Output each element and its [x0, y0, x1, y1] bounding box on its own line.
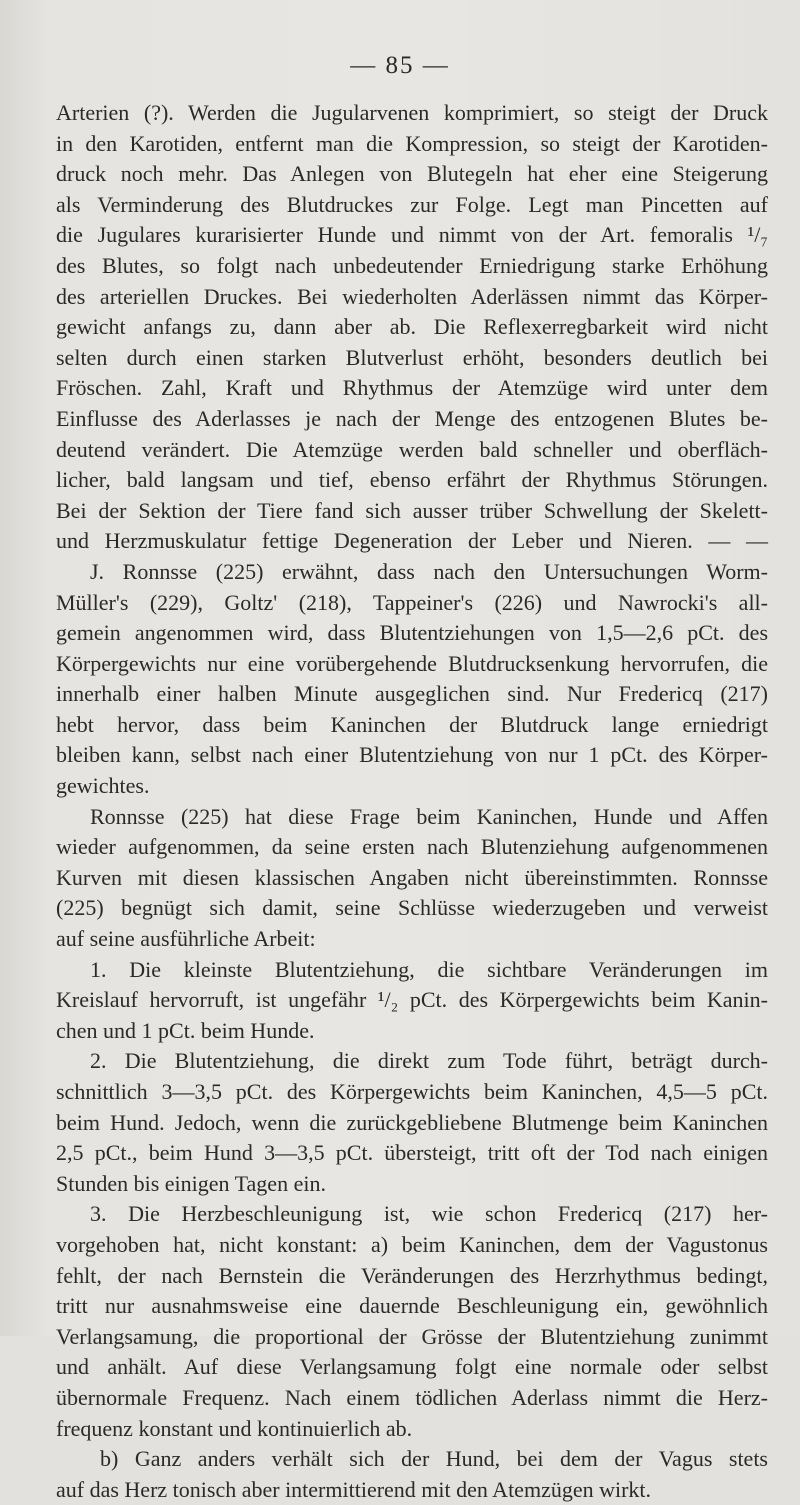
text-line: gewichtes.: [56, 773, 150, 799]
text-line: als Verminderung des Blutdruckes zur Folge. Legt man Pincetten auf: [56, 191, 768, 217]
text-line: und anhält. Auf diese Verlangsamung folgt eine normale oder selbst: [56, 1354, 768, 1380]
text-line: 3. Die Herzbeschleunigung ist, wie schon Fredericq (217) her-: [90, 1201, 768, 1227]
text-line: auf das Herz tonisch aber intermittierend mit den Atemzügen wirkt.: [56, 1476, 652, 1502]
text-line: Verlangsamung, die proportional der Grösse der Blutentziehung zunimmt: [56, 1323, 768, 1349]
text-line: licher, bald langsam und tief, ebenso erfährt der Rhythmus Störungen.: [56, 467, 768, 493]
text-line: Fröschen. Zahl, Kraft und Rhythmus der Atemzüge wird unter dem: [56, 375, 768, 401]
text-line: gemein angenommen wird, dass Blutentziehungen von 1,5—2,6 pCt. des: [56, 620, 768, 646]
text-line: wieder aufgenommen, da seine ersten nach Blutenziehung aufgenommenen: [56, 834, 768, 860]
text-line: deutend verändert. Die Atemzüge werden bald schneller und oberfläch-: [56, 436, 768, 462]
text-line: Einflusse des Aderlasses je nach der Menge des entzogenen Blutes be-: [56, 405, 768, 431]
text-line: Müller's (229), Goltz' (218), Tappeiner's (226) und Nawrocki's all-: [56, 589, 768, 615]
text-line: J. Ronnsse (225) erwähnt, dass nach den Untersuchungen Worm-: [90, 558, 768, 584]
page-number: — 85 —: [350, 52, 450, 79]
text-line: bleiben kann, selbst nach einer Blutentziehung von nur 1 pCt. des Körper-: [56, 742, 768, 768]
text-line: die Jugulares kurarisierter Hunde und nimmt von der Art. femoralis ¹/₇: [56, 222, 768, 248]
text-line: und Herzmuskulatur fettige Degeneration der Leber und Nieren. — —: [56, 528, 768, 554]
text-line: schnittlich 3—3,5 pCt. des Körpergewichts beim Kaninchen, 4,5—5 pCt.: [56, 1079, 768, 1104]
text-line: selten durch einen starken Blutverlust erhöht, besonders deutlich bei: [56, 344, 768, 370]
text-line: Bei der Sektion der Tiere fand sich ausser trüber Schwellung der Skelett-: [56, 497, 768, 523]
text-line: druck noch mehr. Das Anlegen von Blutegeln hat eher eine Steigerung: [56, 161, 768, 187]
text-line: tritt nur ausnahmsweise eine dauernde Beschleunigung ein, gewöhnlich: [56, 1293, 768, 1319]
text-line: Ronnsse (225) hat diese Frage beim Kaninchen, Hunde und Affen: [90, 803, 768, 829]
text-line: auf seine ausführliche Arbeit:: [56, 926, 316, 952]
text-line: des arteriellen Druckes. Bei wiederholten Aderlässen nimmt das Körper-: [56, 283, 768, 309]
text-line: chen und 1 pCt. beim Hunde.: [56, 1017, 315, 1043]
text-line: fehlt, der nach Bernstein die Veränderungen des Herzrhythmus bedingt,: [56, 1262, 768, 1288]
text-line: (225) begnügt sich damit, seine Schlüsse wiederzugeben und verweist: [56, 895, 768, 921]
text-line: in den Karotiden, entfernt man die Kompression, so steigt der Karotiden-: [56, 130, 768, 156]
text-line: vorgehoben hat, nicht konstant: a) beim Kaninchen, dem der Vagustonus: [56, 1231, 768, 1257]
text-line: übernormale Frequenz. Nach einem tödlichen Aderlass nimmt die Herz-: [56, 1384, 768, 1410]
text-line: beim Hund. Jedoch, wenn die zurückgebliebene Blutmenge beim Kaninchen: [56, 1109, 768, 1135]
text-line: gewicht anfangs zu, dann aber ab. Die Reflexerregbarkeit wird nicht: [56, 314, 768, 340]
text-line: Körpergewichts nur eine vorübergehende Blutdrucksenkung hervorrufen, die: [56, 650, 768, 676]
text-line: Kurven mit diesen klassischen Angaben nicht übereinstimmten. Ronnsse: [56, 864, 768, 890]
text-line: Kreislauf hervorruft, ist ungefähr ¹/₂ pCt. des Körpergewichts beim Kanin-: [56, 987, 768, 1013]
text-line: Stunden bis einigen Tagen ein.: [56, 1170, 326, 1196]
text-line: innerhalb einer halben Minute ausgeglichen sind. Nur Fredericq (217): [56, 681, 768, 707]
text-line: hebt hervor, dass beim Kaninchen der Blutdruck lange erniedrigt: [56, 711, 768, 737]
text-line: 1. Die kleinste Blutentziehung, die sichtbare Veränderungen im: [90, 956, 768, 982]
page-body-text: [56, 98, 768, 1505]
text-line: 2,5 pCt., beim Hund 3—3,5 pCt. übersteigt, tritt oft der Tod nach einigen: [56, 1140, 768, 1166]
text-line: b) Ganz anders verhält sich der Hund, bei dem der Vagus stets: [100, 1446, 768, 1472]
text-line: Arterien (?). Werden die Jugularvenen komprimiert, so steigt der Druck: [56, 100, 768, 125]
text-line: 2. Die Blutentziehung, die direkt zum Tode führt, beträgt durch-: [90, 1048, 768, 1074]
text-line: des Blutes, so folgt nach unbedeutender Erniedrigung starke Erhöhung: [56, 252, 768, 278]
text-line: frequenz konstant und kontinuierlich ab.: [56, 1415, 413, 1441]
